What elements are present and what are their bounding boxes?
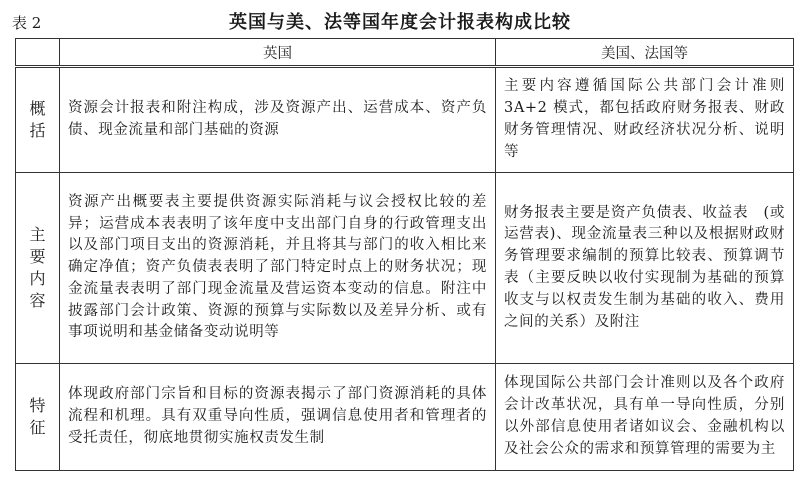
- header-us-fr: 美国、法国等: [496, 39, 794, 67]
- cell-us-fr-overview: 主要内容遵循国际公共部门会计准则 3A+2 模式，都包括政府财务报表、财政财务管理情况、财政经济状况分析、说明等: [496, 67, 794, 173]
- table-number: 表 2: [12, 14, 42, 32]
- table-caption: [0, 4, 800, 38]
- table-row: [16, 67, 794, 173]
- cell-uk-main-content: 资源产出概要表主要提供资源实际消耗与议会授权比较的差异；运营成本表表明了该年度中支出部门自身的行政管理支出以及部门项目支出的资源消耗，并且将其与部门的收入相比来确定净值；资产负债表表明了部门特定时点上的财务状况；现金流量表表明了部门现金流量及营运资本变动的信息。附注中披露部门会计政策、资源的预算与实际数以及差异分析、或有事项说明和基金储备变动说明等: [60, 173, 496, 364]
- cell-us-fr-features: 体现国际公共部门会计准则以及各个政府会计改革状况，具有单一导向性质，分别以外部信息使用者诸如议会、金融机构以及社会公众的需求和预算管理的需要为主: [496, 364, 794, 471]
- comparison-table: [15, 38, 794, 471]
- row-label-main-content: 主 要 内 容: [16, 173, 60, 364]
- cell-uk-overview: 资源会计报表和附注构成，涉及资源产出、运营成本、资产负债、现金流量和部门基础的资源: [60, 67, 496, 173]
- table-row: [16, 364, 794, 471]
- cell-uk-features: 体现政府部门宗旨和目标的资源表揭示了部门资源消耗的具体流程和机理。具有双重导向性质，强调信息使用者和管理者的受托责任，彻底地贯彻实施权责发生制: [60, 364, 496, 471]
- row-label-overview: 概 括: [16, 67, 60, 173]
- table-title: 英国与美、法等国年度会计报表构成比较: [229, 12, 571, 33]
- cell-us-fr-main-content: 财务报表主要是资产负债表、收益表 (或运营表)、现金流量表三种以及根据财政财务管理要求编制的预算比较表、预算调节表（主要反映以收付实现制为基础的预算收支与以权责发生制为基础的收入、费用之间的关系）及附注: [496, 173, 794, 364]
- header-row: [16, 39, 794, 67]
- header-uk: 英国: [60, 39, 496, 67]
- table-row: [16, 173, 794, 364]
- header-corner: [16, 39, 60, 67]
- row-label-features: 特 征: [16, 364, 60, 471]
